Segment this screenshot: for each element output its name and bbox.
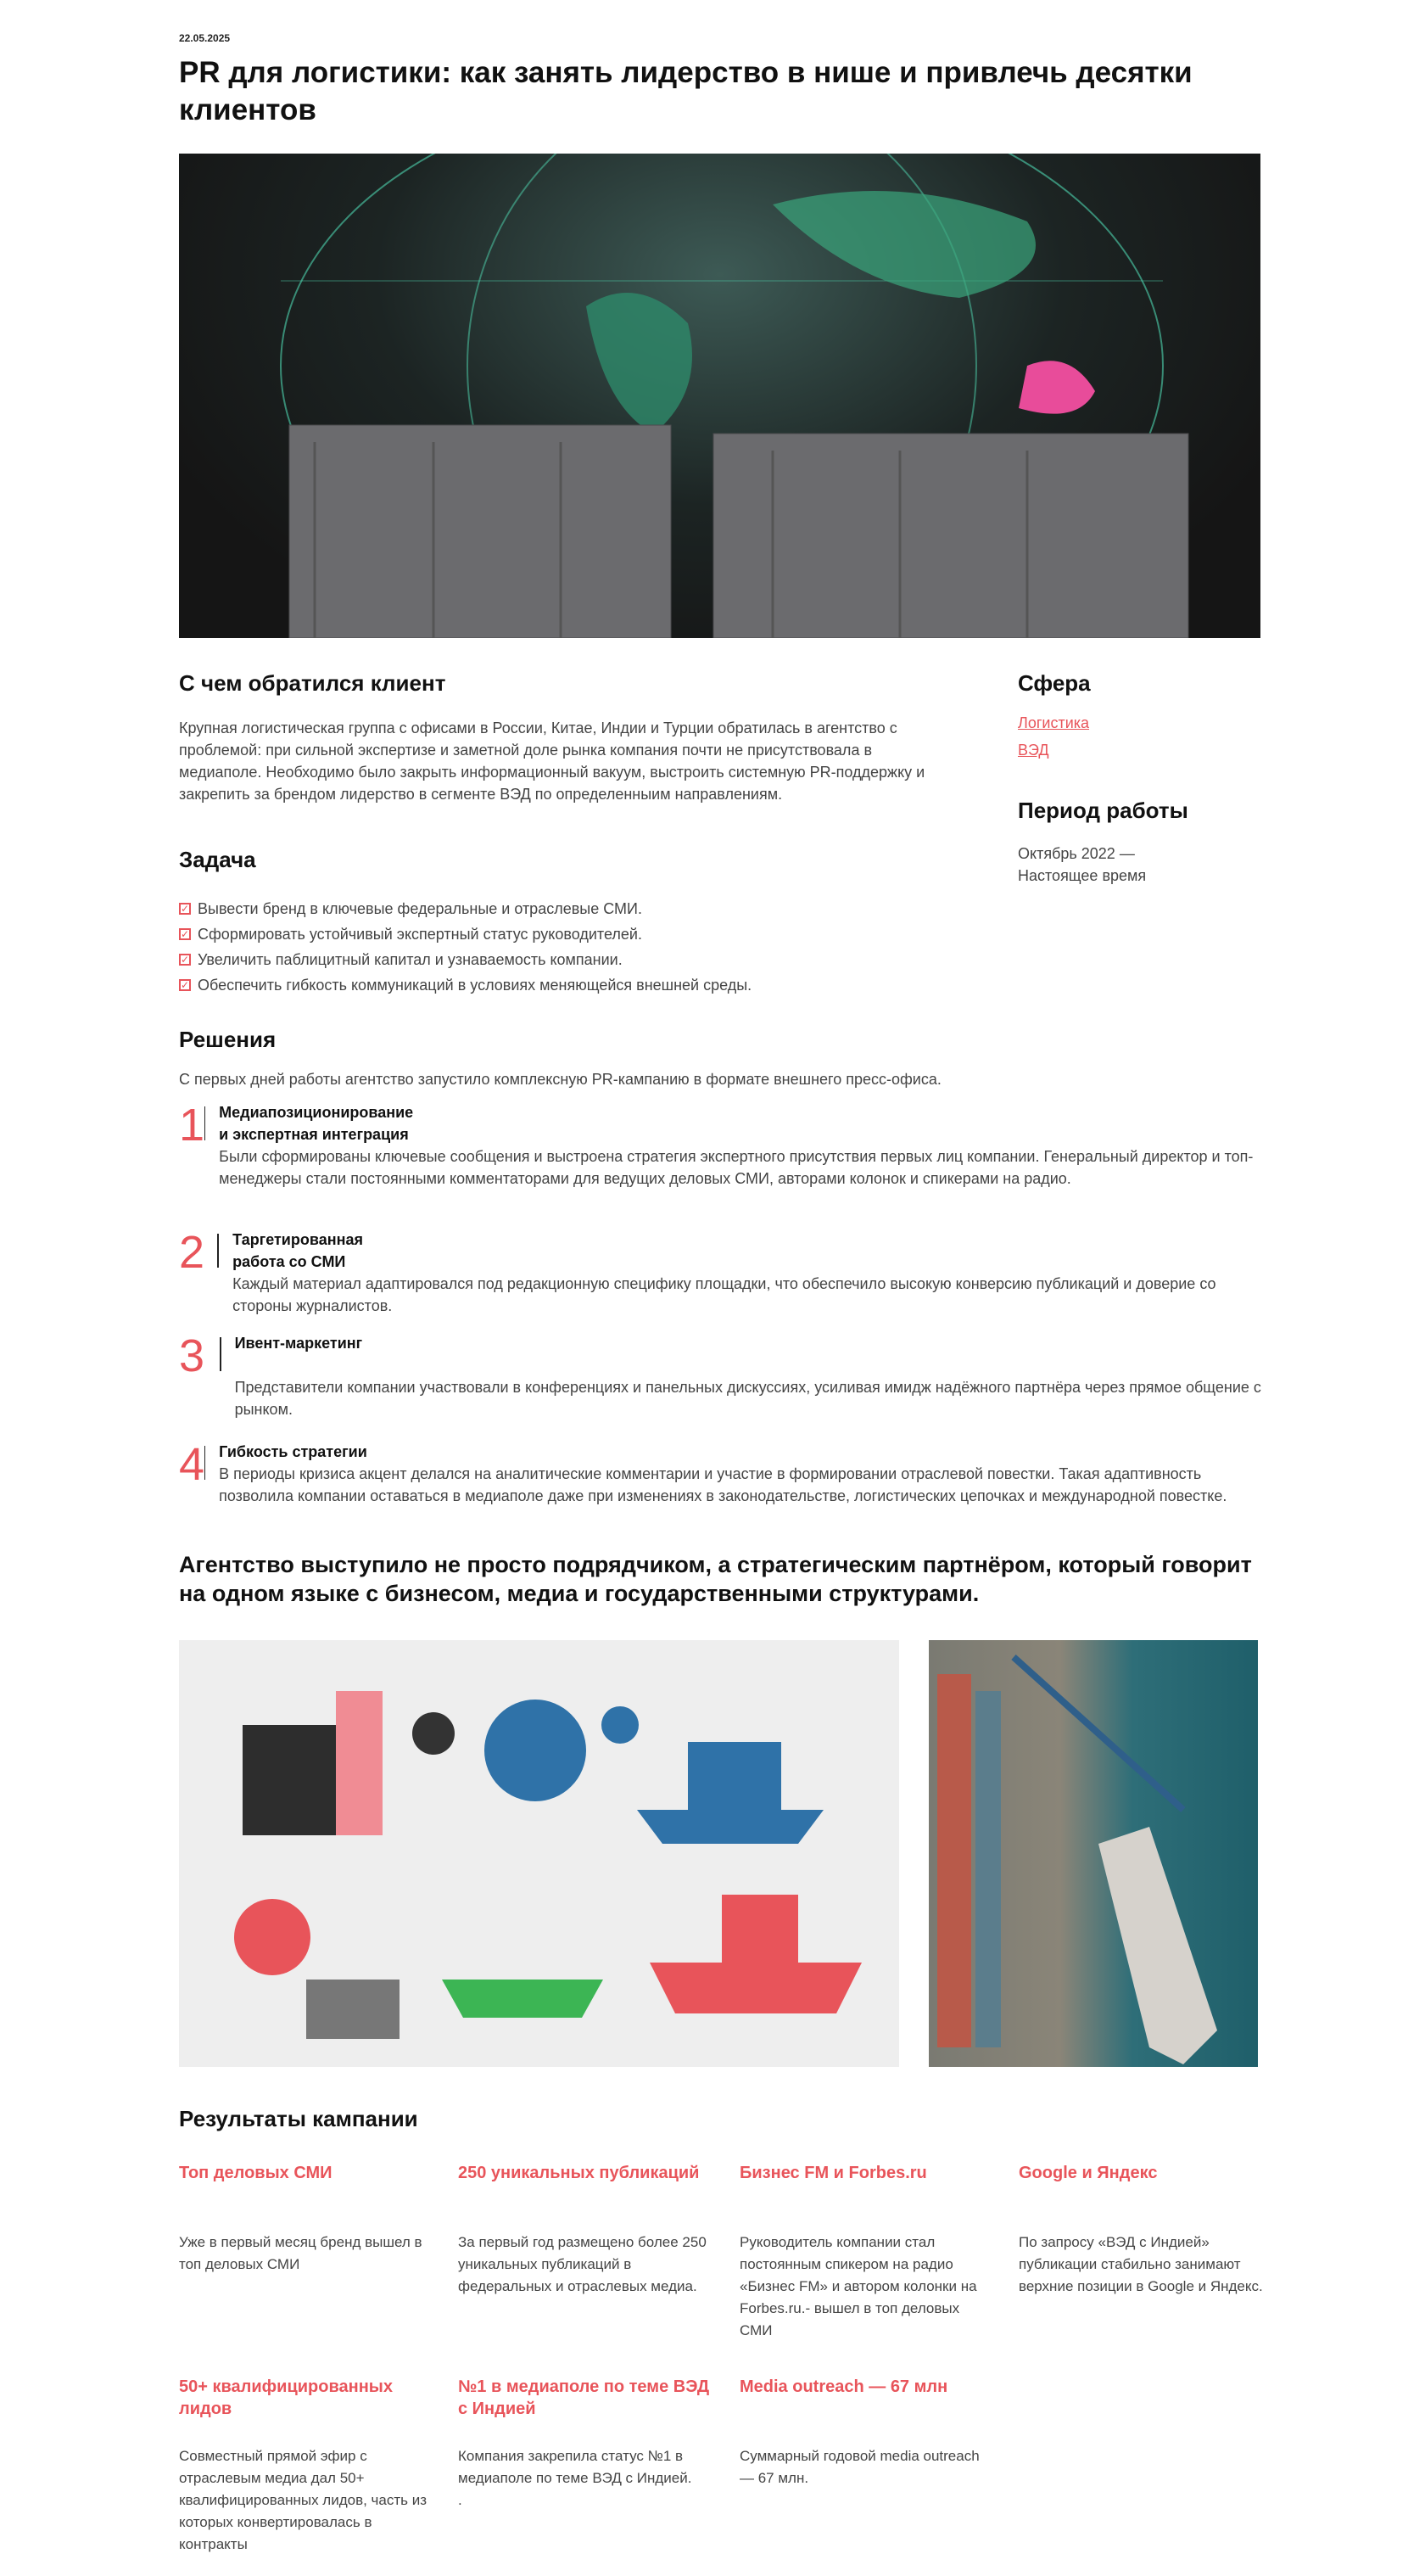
- solutions-heading: Решения: [179, 1027, 277, 1052]
- checkbox-icon: ✓: [181, 979, 190, 991]
- result-title: Топ деловых СМИ: [179, 2164, 332, 2182]
- result-card: [740, 2162, 994, 2342]
- solutions-intro: С первых дней работы агентство запустило комплексную PR-кампанию в формате внешнего пресс-офиса.: [179, 1071, 942, 1088]
- result-text: За первый год размещено более 250 уникальных публикаций в федеральных и отраслевых медиа.: [458, 2234, 707, 2294]
- step-title: Медиапозиционирование и экспертная интеграция: [219, 1104, 414, 1143]
- step-title: Таргетированная работа со СМИ: [232, 1231, 363, 1270]
- solution-step: [179, 1332, 1273, 1420]
- task-item-text: Вывести бренд в ключевые федеральные и отраслевые СМИ.: [198, 900, 642, 917]
- page-title: PR для логистики: как занять лидерство в нише и привлечь десятки клиентов: [179, 56, 1193, 126]
- task-item: [179, 972, 752, 998]
- task-heading: Задача: [179, 847, 256, 872]
- task-item-text: Увеличить паблицитный капитал и узнаваемость компании.: [198, 951, 623, 968]
- divider: [217, 1234, 219, 1268]
- step-text: Каждый материал адаптировался под редакционную специфику площадки, что обеспечило высокую конверсию публикаций и доверие со стороны журналистов.: [232, 1275, 1216, 1314]
- divider: [204, 1106, 205, 1140]
- task-item: [179, 896, 752, 921]
- port-aerial-photo: [929, 1640, 1258, 2067]
- checkbox-icon: ✓: [181, 903, 190, 915]
- result-card: [179, 2376, 433, 2556]
- factory-ships-gears-illustration: [179, 1640, 899, 2067]
- client-text: Крупная логистическая группа с офисами в России, Китае, Индии и Турции обратилась в агентство с проблемой: при сильной экспертизе и заметной доле рынка компания почти не присутствовала в медиаполе. Необходимо было закрыть информационный вакуум, выстроить системную PR-поддержку и закрепить за брендом лидерство в сегменте ВЭД по определенныим направлениям.: [179, 720, 925, 803]
- task-item-text: Сформировать устойчивый экспертный статус руководителей.: [198, 926, 642, 943]
- step-number: 3: [179, 1330, 205, 1381]
- solution-step: [179, 1441, 1273, 1507]
- task-item: [179, 921, 752, 947]
- task-item: [179, 947, 752, 972]
- result-text: Уже в первый месяц бренд вышел в топ деловых СМИ: [179, 2234, 422, 2272]
- result-text: Компания закрепила статус №1 в медиаполе по теме ВЭД с Индией. .: [458, 2448, 692, 2508]
- result-text: По запросу «ВЭД с Индией» публикации стабильно занимают верхние позиции в Google и Яндекс.: [1019, 2234, 1263, 2294]
- step-number: 4: [179, 1439, 205, 1490]
- result-title: Google и Яндекс: [1019, 2164, 1158, 2182]
- divider: [204, 1446, 205, 1480]
- result-title: 250 уникальных публикаций: [458, 2164, 700, 2182]
- sphere-heading: Сфера: [1018, 670, 1091, 696]
- result-text: Суммарный годовой media outreach — 67 млн.: [740, 2448, 980, 2486]
- task-list: [179, 896, 752, 998]
- result-title: Бизнес FM и Forbes.ru: [740, 2164, 927, 2182]
- sphere-link-logistics[interactable]: Логистика: [1018, 714, 1090, 731]
- result-text: Руководитель компании стал постоянным спикером на радио «Бизнес FM» и автором колонки на Forbes.ru.- вышел в топ деловых СМИ: [740, 2234, 977, 2338]
- step-number: 2: [179, 1227, 205, 1278]
- globe-containers-illustration: [179, 154, 1260, 638]
- result-text: Совместный прямой эфир с отраслевым медиа дал 50+ квалифицированных лидов, часть из которых конвертировалась в контракты: [179, 2448, 428, 2552]
- step-text: В периоды кризиса акцент делался на аналитические комментарии и участие в формировании отраслевой повестки. Такая адаптивность позволила компании оставаться в медиаполе даже при изменениях в законодательстве, логистических цепочках и международной повестке.: [219, 1465, 1227, 1504]
- step-text: Представители компании участвовали в конференциях и панельных дискуссиях, усиливая имидж надёжного партнёра через прямое общение с рынком.: [234, 1379, 1261, 1418]
- result-title: Media outreach — 67 млн: [740, 2377, 948, 2396]
- partner-statement: Агентство выступило не просто подрядчиком, а стратегическим партнёром, который говорит на одном языке с бизнесом, медиа и государственными структурами.: [179, 1552, 1252, 1606]
- step-title: Ивент-маркетинг: [234, 1335, 363, 1352]
- result-card: [179, 2162, 433, 2276]
- results-heading: Результаты кампании: [179, 2106, 418, 2131]
- task-item-text: Обеспечить гибкость коммуникаций в условиях меняющейся внешней среды.: [198, 977, 752, 994]
- result-card: [458, 2162, 712, 2298]
- step-text: Были сформированы ключевые сообщения и выстроена стратегия экспертного присутствия первых лиц компании. Генеральный директор и топ-менеджеры стали постоянными комментаторами для ведущих деловых СМИ, авторами колонок и спикерами на радио.: [219, 1148, 1254, 1187]
- step-title: Гибкость стратегии: [219, 1443, 367, 1460]
- checkbox-icon: ✓: [181, 954, 190, 966]
- result-card: [740, 2376, 994, 2489]
- result-title: 50+ квалифицированных лидов: [179, 2377, 393, 2418]
- period-value: Октябрь 2022 — Настоящее время: [1018, 845, 1147, 884]
- divider: [220, 1337, 221, 1371]
- port-cranes-ship-photo: [929, 1640, 1258, 2067]
- result-card: [1019, 2162, 1273, 2298]
- step-number: 1: [179, 1100, 205, 1151]
- sphere-link-ved[interactable]: ВЭД: [1018, 742, 1049, 759]
- client-heading: С чем обратился клиент: [179, 670, 446, 696]
- publish-date: 22.05.2025: [179, 32, 231, 44]
- checkbox-icon: ✓: [181, 928, 190, 940]
- solution-step: [179, 1101, 1273, 1190]
- logistics-illustration: [179, 1640, 899, 2067]
- hero-image-globe-containers: [179, 154, 1260, 638]
- result-title: №1 в медиаполе по теме ВЭД с Индией: [458, 2377, 710, 2418]
- period-heading: Период работы: [1018, 798, 1188, 823]
- solution-step: [179, 1229, 1273, 1317]
- result-card: [458, 2376, 712, 2512]
